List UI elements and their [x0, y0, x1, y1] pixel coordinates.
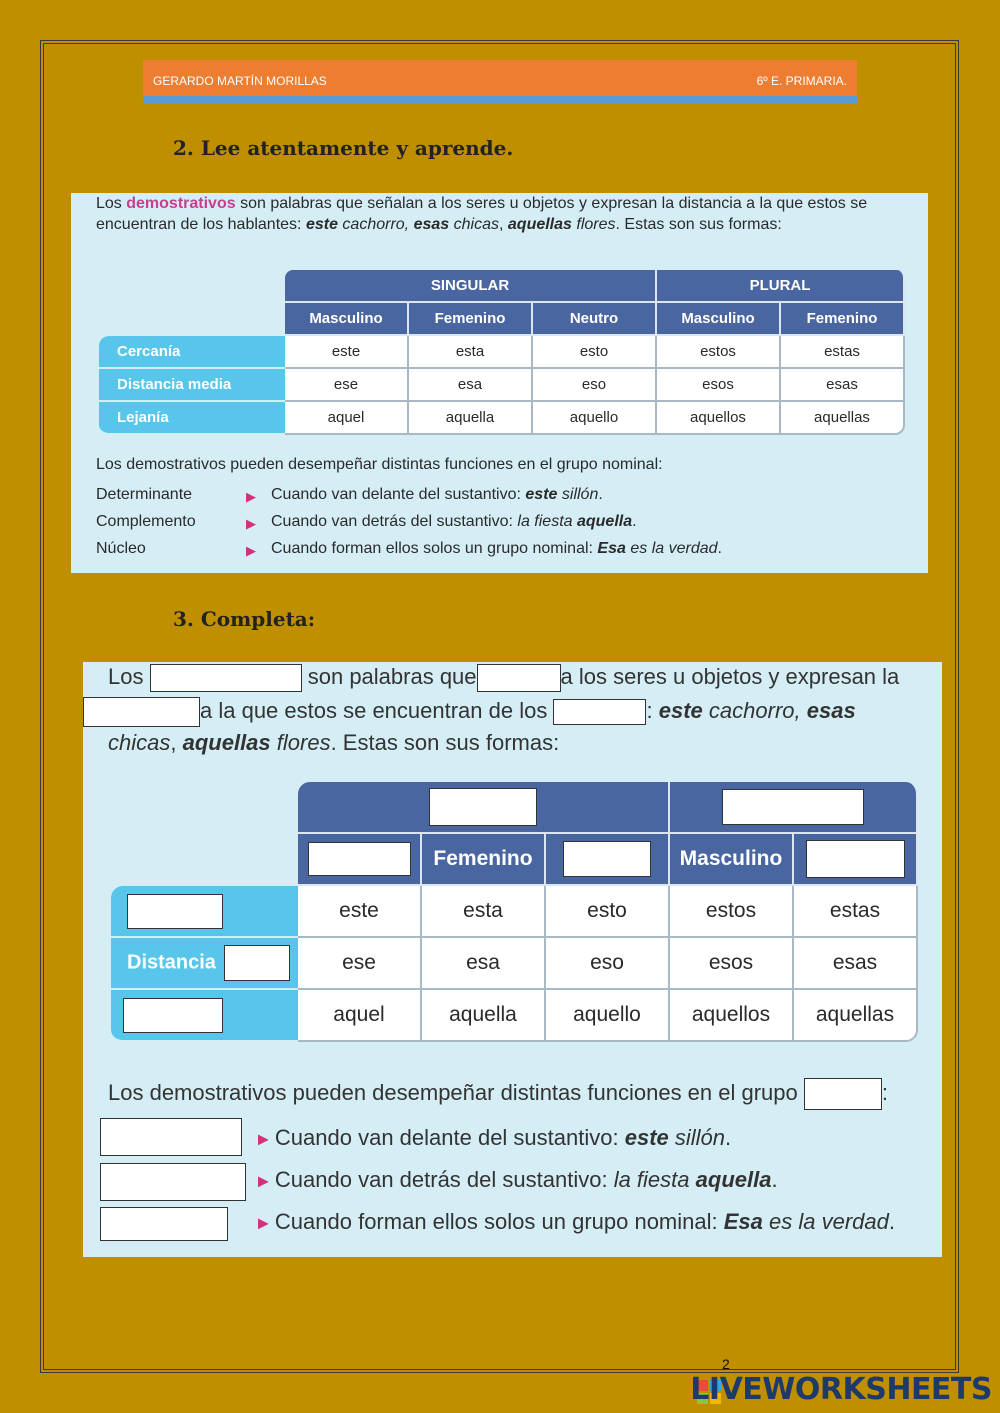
- col-header: Femenino: [422, 834, 546, 886]
- functions-intro: Los demostrativos pueden desempeñar distintas funciones en el grupo nominal:: [96, 456, 663, 473]
- table-cell: aquellas: [794, 990, 918, 1042]
- singular-header: SINGULAR: [285, 270, 657, 303]
- blank-input[interactable]: [100, 1207, 228, 1241]
- blank-input[interactable]: [127, 894, 223, 929]
- blank-input[interactable]: [429, 788, 537, 826]
- table-cell: estos: [670, 886, 794, 938]
- blank-input[interactable]: [563, 841, 651, 877]
- grade-label: 6º E. PRIMARIA.: [756, 74, 847, 88]
- table-cell: eso: [533, 369, 657, 402]
- arrow-right-icon: ▶: [258, 1130, 269, 1147]
- arrow-right-icon: ▶: [246, 543, 256, 558]
- table-cell: esas: [781, 369, 905, 402]
- row-label: Lejanía: [99, 402, 285, 435]
- blank-input[interactable]: [806, 840, 905, 878]
- section-3-title: 3. Completa:: [173, 607, 316, 631]
- demonstratives-table: [99, 270, 905, 435]
- row-label: Distancia media: [99, 369, 285, 402]
- col-header: Femenino: [409, 303, 533, 336]
- page-header: [143, 60, 857, 104]
- col-header: Neutro: [533, 303, 657, 336]
- col-header: Masculino: [670, 834, 794, 886]
- col-header: Masculino: [657, 303, 781, 336]
- table-cell: ese: [285, 369, 409, 402]
- table-cell: esos: [657, 369, 781, 402]
- exercise-panel: [83, 662, 942, 1257]
- blank-input[interactable]: [308, 842, 411, 876]
- table-cell: aquello: [533, 402, 657, 435]
- table-row: [111, 938, 918, 990]
- row-label-blank: [111, 990, 298, 1042]
- exercise-function-row: ▶ Cuando van delante del sustantivo: este sillón.: [258, 1125, 732, 1150]
- blank-input[interactable]: [123, 998, 223, 1033]
- blank-input[interactable]: [224, 945, 290, 981]
- table-cell: aquel: [298, 990, 422, 1042]
- table-cell: esta: [422, 886, 546, 938]
- blank-input[interactable]: [553, 699, 646, 725]
- row-label: Distancia: [111, 938, 298, 990]
- row-label-blank: [111, 886, 298, 938]
- table-cell: esto: [533, 336, 657, 369]
- table-cell: aquella: [409, 402, 533, 435]
- table-cell: esta: [409, 336, 533, 369]
- blank-input[interactable]: [100, 1163, 246, 1201]
- table-cell: esas: [794, 938, 918, 990]
- table-cell: estas: [794, 886, 918, 938]
- table-cell: aquellas: [781, 402, 905, 435]
- table-row: [99, 336, 905, 369]
- table-cell: aquella: [422, 990, 546, 1042]
- table-row: [111, 886, 918, 938]
- arrow-right-icon: ▶: [258, 1172, 269, 1189]
- blank-input[interactable]: [477, 664, 561, 692]
- liveworksheets-brand[interactable]: LIVEWORKSHEETS: [690, 1372, 992, 1407]
- blank-input[interactable]: [804, 1078, 882, 1110]
- table-cell: estas: [781, 336, 905, 369]
- col-header-blank: [546, 834, 670, 886]
- table-row: [99, 369, 905, 402]
- plural-header: PLURAL: [657, 270, 905, 303]
- table-cell: ese: [298, 938, 422, 990]
- col-header: Femenino: [781, 303, 905, 336]
- blank-input[interactable]: [83, 697, 200, 727]
- section-2-title: 2. Lee atentamente y aprende.: [173, 136, 514, 160]
- table-cell: aquello: [546, 990, 670, 1042]
- table-cell: este: [298, 886, 422, 938]
- col-header-blank: [298, 834, 422, 886]
- exercise-table: [111, 782, 918, 1042]
- author-name: GERARDO MARTÍN MORILLAS: [153, 74, 327, 88]
- singular-header-blank: [298, 782, 670, 834]
- reference-panel: Los demostrativos son palabras que señalan a los seres u objetos y expresan la distancia a la que estos se encuentran de los hablantes: este cachorro, esas chicas, aquellas flores. Estas son sus formas: SINGULAR PLURAL Masculino Femenino Neutro Masculino Femenino Cercanía este esta esto estos estas Distancia media ese esa eso esos esas Lejanía aquel aquella aquello aquellos aquellas Los demostrativos pueden desempeñar distintas funciones en el grupo nominal: Determinante ▶ Cuando van delante del sustantivo: este sillón. Complemento ▶ Cuando van detrás del sustantivo: la fiesta aquella. Núcleo ▶ Cuando forman ellos solos un grupo nominal: Esa es la verdad.: [71, 193, 928, 573]
- blank-input[interactable]: [722, 789, 864, 825]
- table-cell: aquel: [285, 402, 409, 435]
- exercise-line-2: a la que estos se encuentran de los : este cachorro, esas: [83, 697, 856, 727]
- exercise-functions-intro: Los demostrativos pueden desempeñar distintas funciones en el grupo :: [108, 1078, 888, 1110]
- page-number: 2: [722, 1356, 730, 1372]
- col-header-blank: [794, 834, 918, 886]
- arrow-right-icon: ▶: [258, 1214, 269, 1231]
- blank-input[interactable]: [100, 1118, 242, 1156]
- reference-intro: Los demostrativos son palabras que señalan a los seres u objetos y expresan la distancia a la que estos se encuentran de los hablantes: este cachorro, esas chicas, aquellas flores. Estas son sus formas:: [96, 195, 868, 233]
- plural-header-blank: [670, 782, 918, 834]
- table-cell: aquellos: [657, 402, 781, 435]
- table-cell: eso: [546, 938, 670, 990]
- table-cell: esos: [670, 938, 794, 990]
- table-cell: este: [285, 336, 409, 369]
- table-cell: estos: [657, 336, 781, 369]
- exercise-function-row: ▶ Cuando forman ellos solos un grupo nominal: Esa es la verdad.: [258, 1209, 896, 1234]
- arrow-right-icon: ▶: [246, 489, 256, 504]
- arrow-right-icon: ▶: [246, 516, 256, 531]
- exercise-function-row: ▶ Cuando van detrás del sustantivo: la fiesta aquella.: [258, 1167, 778, 1192]
- table-cell: esa: [422, 938, 546, 990]
- row-label: Cercanía: [99, 336, 285, 369]
- col-header: Masculino: [285, 303, 409, 336]
- exercise-line-3: chicas, aquellas flores. Estas son sus formas:: [108, 730, 560, 755]
- table-cell: esto: [546, 886, 670, 938]
- table-row: [99, 402, 905, 435]
- table-row: [111, 990, 918, 1042]
- blank-input[interactable]: [150, 664, 302, 692]
- table-cell: esa: [409, 369, 533, 402]
- table-cell: aquellos: [670, 990, 794, 1042]
- exercise-line-1: Los son palabras que a los seres u objetos y expresan la: [108, 664, 899, 692]
